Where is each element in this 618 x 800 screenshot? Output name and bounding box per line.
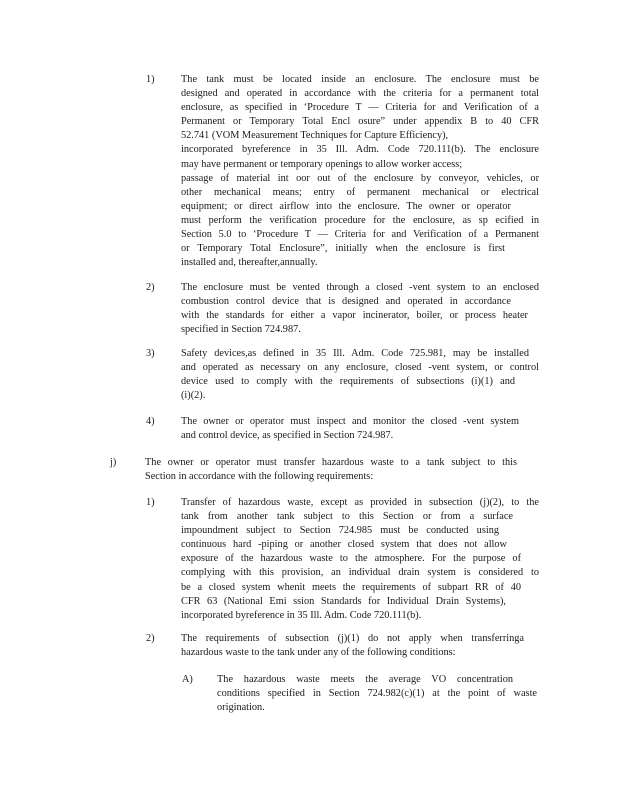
text-line: The requirements of subsection (j)(1) do not apply when transferringa bbox=[181, 633, 524, 644]
text-line: equipment; or direct airflow into the enclosure. The owner or operator bbox=[181, 200, 511, 212]
text-line: may have permanent or temporary openings to allow worker access; bbox=[181, 158, 463, 170]
text-line: Transfer of hazardous waste, except as provided in subsection (j)(2), to the bbox=[181, 497, 539, 508]
text-line: The owner or operator must inspect and monitor the closed -vent system bbox=[181, 416, 519, 427]
text-line: continuous hard -piping or another closed system that does not allow bbox=[181, 539, 507, 551]
text-line: The tank must be located inside an enclosure. The enclosure must be bbox=[181, 74, 539, 85]
text-line: The owner or operator must transfer hazardous waste to a tank subject to this bbox=[145, 457, 517, 468]
list-item-number: 1) bbox=[146, 74, 155, 85]
paragraph bbox=[181, 632, 539, 660]
text-line: Permanent or Temporary Total Encl osure” under appendix B to 40 CFR bbox=[181, 116, 539, 128]
paragraph bbox=[181, 281, 539, 337]
text-line: enclosure, as specified in ‘Procedure T — Criteria for and Verification of a bbox=[181, 102, 539, 114]
text-line: impoundment subject to Section 724.985 must be conducted using bbox=[181, 525, 499, 537]
text-line: passage of material int oor out of the enclosure by conveyor, vehicles, or bbox=[181, 172, 539, 184]
text-line: incorporated byreference in 35 Ill. Adm. Code 720.111(b). bbox=[181, 609, 422, 621]
text-line: Section 5.0 to ‘Procedure T — Criteria for and Verification of a Permanent bbox=[181, 229, 539, 241]
text-line: exposure of the hazardous waste to the atmosphere. For the purpose of bbox=[181, 553, 521, 565]
text-line: specified in Section 724.987. bbox=[181, 324, 301, 336]
paragraph bbox=[217, 673, 537, 715]
text-line: hazardous waste to the tank under any of the following conditions: bbox=[181, 647, 456, 659]
text-line: and control device, as specified in Section 724.987. bbox=[181, 430, 394, 442]
text-line: combustion control device that is designed and operated in accordance bbox=[181, 296, 511, 308]
text-line: tank from another tank subject to this Section or from a surface bbox=[181, 511, 513, 523]
text-line: CFR 63 (National Emi ssion Standards for Individual Drain Systems), bbox=[181, 595, 506, 607]
list-item-number: 4) bbox=[146, 416, 155, 427]
list-item-number: 2) bbox=[146, 282, 155, 293]
list-item-number: 3) bbox=[146, 348, 155, 359]
text-line: must perform the verification procedure for the enclosure, as sp ecified in bbox=[181, 214, 539, 226]
text-line: be a closed system whenit meets the requirements of subpart RR of 40 bbox=[181, 581, 521, 593]
paragraph bbox=[181, 415, 539, 443]
text-line: (i)(2). bbox=[181, 390, 206, 402]
list-item-number: 2) bbox=[146, 633, 155, 644]
list-item-number: j) bbox=[110, 457, 117, 468]
text-line: device used to comply with the requirements of subsections (i)(1) and bbox=[181, 376, 515, 388]
paragraph bbox=[181, 73, 539, 270]
text-line: and operated as necessary on any enclosure, closed -vent system, or control bbox=[181, 362, 539, 374]
paragraph bbox=[145, 456, 517, 484]
text-line: The enclosure must be vented through a closed -vent system to an enclosed bbox=[181, 282, 539, 293]
text-line: Safety devices,as defined in 35 Ill. Adm. Code 725.981, may be installed bbox=[181, 348, 529, 359]
text-line: Section in accordance with the following requirements: bbox=[145, 471, 374, 483]
text-line: 52.741 (VOM Measurement Techniques for Capture Efficiency), bbox=[181, 130, 449, 142]
paragraph bbox=[181, 496, 539, 623]
text-line: complying with this provision, an individual drain system is considered to bbox=[181, 567, 539, 579]
text-line: origination. bbox=[217, 702, 265, 714]
text-line: designed and operated in accordance with the criteria for a permanent total bbox=[181, 88, 539, 100]
list-item-number: 1) bbox=[146, 497, 155, 508]
text-line: conditions specified in Section 724.982(c)(1) at the point of waste bbox=[217, 688, 537, 700]
text-line: or Temporary Total Enclosure”, initially when the enclosure is first bbox=[181, 243, 505, 255]
text-line: with the standards for either a vapor incinerator, boiler, or process heater bbox=[181, 310, 528, 322]
list-item-number: A) bbox=[182, 674, 193, 685]
text-line: The hazardous waste meets the average VO concentration bbox=[217, 674, 513, 685]
text-line: incorporated byreference in 35 Ill. Adm. Code 720.111(b). The enclosure bbox=[181, 144, 539, 156]
paragraph bbox=[181, 347, 539, 403]
text-line: installed and, thereafter,annually. bbox=[181, 257, 318, 269]
text-line: other mechanical means; entry of permanent mechanical or electrical bbox=[181, 186, 539, 198]
